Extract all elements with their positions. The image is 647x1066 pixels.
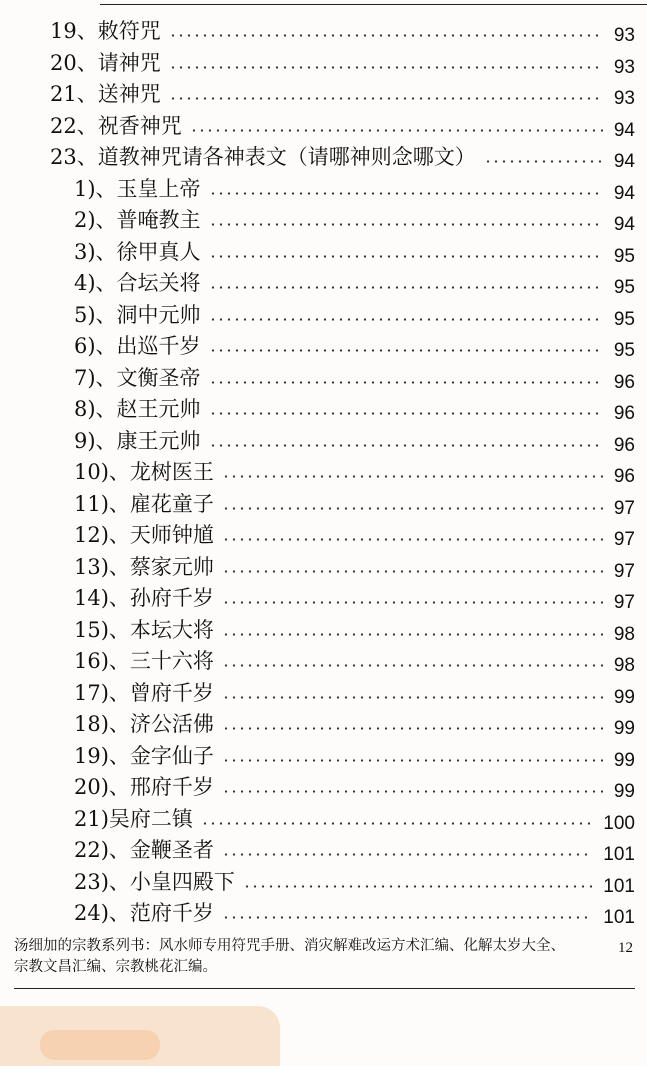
toc-entry-title: 10)、龙树医王 [74,460,214,484]
toc-entry-title: 6)、出巡千岁 [74,334,201,358]
toc-entry-page: 96 [613,434,635,456]
toc-entry-title: 17)、曾府千岁 [74,680,214,705]
dot-leader [484,160,603,163]
toc-entry-title: 16)、三十六将 [74,649,214,673]
dot-leader [222,696,603,699]
toc-entry-title: 13)、蔡家元帅 [74,554,214,579]
toc-entry[interactable] [0,457,647,489]
toc-entry[interactable] [0,363,647,395]
toc-entry-page: 95 [613,245,635,267]
dot-leader [222,570,603,573]
dot-leader [222,916,593,919]
toc-entry-page: 95 [613,277,635,298]
top-rule [100,4,647,5]
toc-entry-page: 94 [613,182,635,204]
toc-entry-title: 23、道教神咒请各神表文（请哪神则念哪文） [50,145,476,169]
toc-entry-title: 5)、洞中元帅 [74,302,201,327]
toc-entry-page: 98 [613,655,635,676]
toc-entry[interactable] [0,898,647,930]
toc-entry-title: 7)、文衡圣帝 [74,365,201,390]
toc-entry[interactable] [0,646,647,678]
dot-leader [209,412,603,415]
toc-entry-title: 19、敕符咒 [50,19,161,43]
toc-entry-title: 11)、雇花童子 [74,491,214,516]
toc-entry-page: 96 [613,371,635,393]
toc-entry[interactable] [0,394,647,426]
dot-leader [201,822,593,825]
toc-entry[interactable] [0,300,647,332]
toc-entry[interactable] [0,79,647,111]
dot-leader [209,349,603,352]
dot-leader [169,34,603,37]
toc-entry-page: 99 [613,718,635,739]
toc-entry-page: 97 [613,497,635,519]
toc-entry-page: 97 [613,529,635,550]
toc-entry[interactable] [0,835,647,867]
toc-entry-page: 95 [613,340,635,361]
toc-entry-title: 20)、邢府千岁 [74,775,214,799]
toc-entry[interactable] [0,615,647,647]
toc-entry[interactable] [0,867,647,899]
dot-leader [209,192,603,195]
toc-entry[interactable] [0,426,647,458]
toc-entry-title: 2)、普唵教主 [74,208,201,232]
toc-entry-page: 101 [603,844,635,865]
dot-leader [222,507,603,510]
toc-entry[interactable] [0,583,647,615]
toc-entry-title: 19)、金字仙子 [74,743,214,768]
toc-entry-title: 3)、徐甲真人 [74,239,201,264]
toc-entry[interactable] [0,489,647,521]
toc-entry-page: 97 [613,560,635,582]
toc-entry-title: 8)、赵王元帅 [74,397,201,421]
corner-overlay-inner [40,1030,160,1060]
footer-series-text: 汤细加的宗教系列书：风水师专用符咒手册、消灾解难改运方术汇编、化解太岁大全、宗教文昌汇编、宗教桃花汇编。 [14,938,565,975]
toc-entry-title: 21)吴府二镇 [74,806,193,831]
dot-leader [222,664,603,667]
dot-leader [222,727,603,730]
dot-leader [190,129,603,132]
toc-entry[interactable] [0,331,647,363]
toc-entry-page: 97 [613,592,635,613]
toc-entry[interactable] [0,237,647,269]
toc-entry-title: 23)、小皇四殿下 [74,869,235,894]
toc-entry[interactable] [0,205,647,237]
toc-entry[interactable] [0,709,647,741]
dot-leader [222,538,603,541]
toc-entry-title: 24)、范府千岁 [74,901,214,925]
toc-entry-page: 95 [613,308,635,330]
dot-leader [222,759,603,762]
dot-leader [209,255,603,258]
page-number: 12 [618,940,633,956]
dot-leader [222,633,603,636]
toc-entry-page: 94 [613,214,635,235]
dot-leader [169,97,603,100]
dot-leader [222,475,603,478]
toc-entry-title: 22)、金鞭圣者 [74,838,214,862]
toc-entry[interactable] [0,678,647,710]
toc-entry-title: 21、送神咒 [50,82,161,106]
toc-entry-page: 100 [603,812,635,834]
toc-entry-title: 14)、孙府千岁 [74,586,214,610]
toc-entry-page: 93 [613,25,635,46]
toc-entry-title: 4)、合坛关将 [74,271,201,295]
toc-entry-page: 99 [613,781,635,802]
dot-leader [209,318,603,321]
dot-leader [222,601,603,604]
dot-leader [222,853,593,856]
toc-entry-page: 96 [613,466,635,487]
toc-entry-page: 99 [613,749,635,771]
toc-entry[interactable] [0,111,647,143]
toc-entry-title: 15)、本坛大将 [74,617,214,642]
toc-entry-title: 20、请神咒 [50,50,161,75]
dot-leader [209,444,603,447]
dot-leader [222,790,603,793]
toc-entry[interactable] [0,741,647,773]
table-of-contents [0,16,647,930]
toc-entry-page: 94 [613,119,635,141]
toc-entry[interactable] [0,552,647,584]
toc-entry[interactable] [0,772,647,804]
toc-entry[interactable] [0,804,647,836]
toc-entry-page: 98 [613,623,635,645]
toc-entry-page: 94 [613,151,635,172]
dot-leader [209,223,603,226]
toc-entry-page: 96 [613,403,635,424]
toc-entry[interactable] [0,16,647,48]
toc-entry-page: 101 [603,875,635,897]
toc-entry[interactable] [0,48,647,80]
toc-entry-title: 9)、康王元帅 [74,428,201,453]
toc-entry-title: 22、祝香神咒 [50,113,182,138]
toc-entry-title: 1)、玉皇上帝 [74,176,201,201]
toc-entry-page: 93 [613,88,635,109]
toc-entry-page: 99 [613,686,635,708]
bottom-rule [14,988,635,989]
dot-leader [169,66,603,69]
toc-entry[interactable] [0,268,647,300]
dot-leader [243,885,593,888]
toc-entry-page: 101 [603,907,635,928]
toc-entry[interactable] [0,520,647,552]
toc-entry[interactable] [0,174,647,206]
toc-entry-title: 18)、济公活佛 [74,712,214,736]
toc-entry[interactable] [0,142,647,174]
toc-entry-title: 12)、天师钟馗 [74,523,214,547]
dot-leader [209,381,603,384]
toc-entry-page: 93 [613,56,635,78]
dot-leader [209,286,603,289]
